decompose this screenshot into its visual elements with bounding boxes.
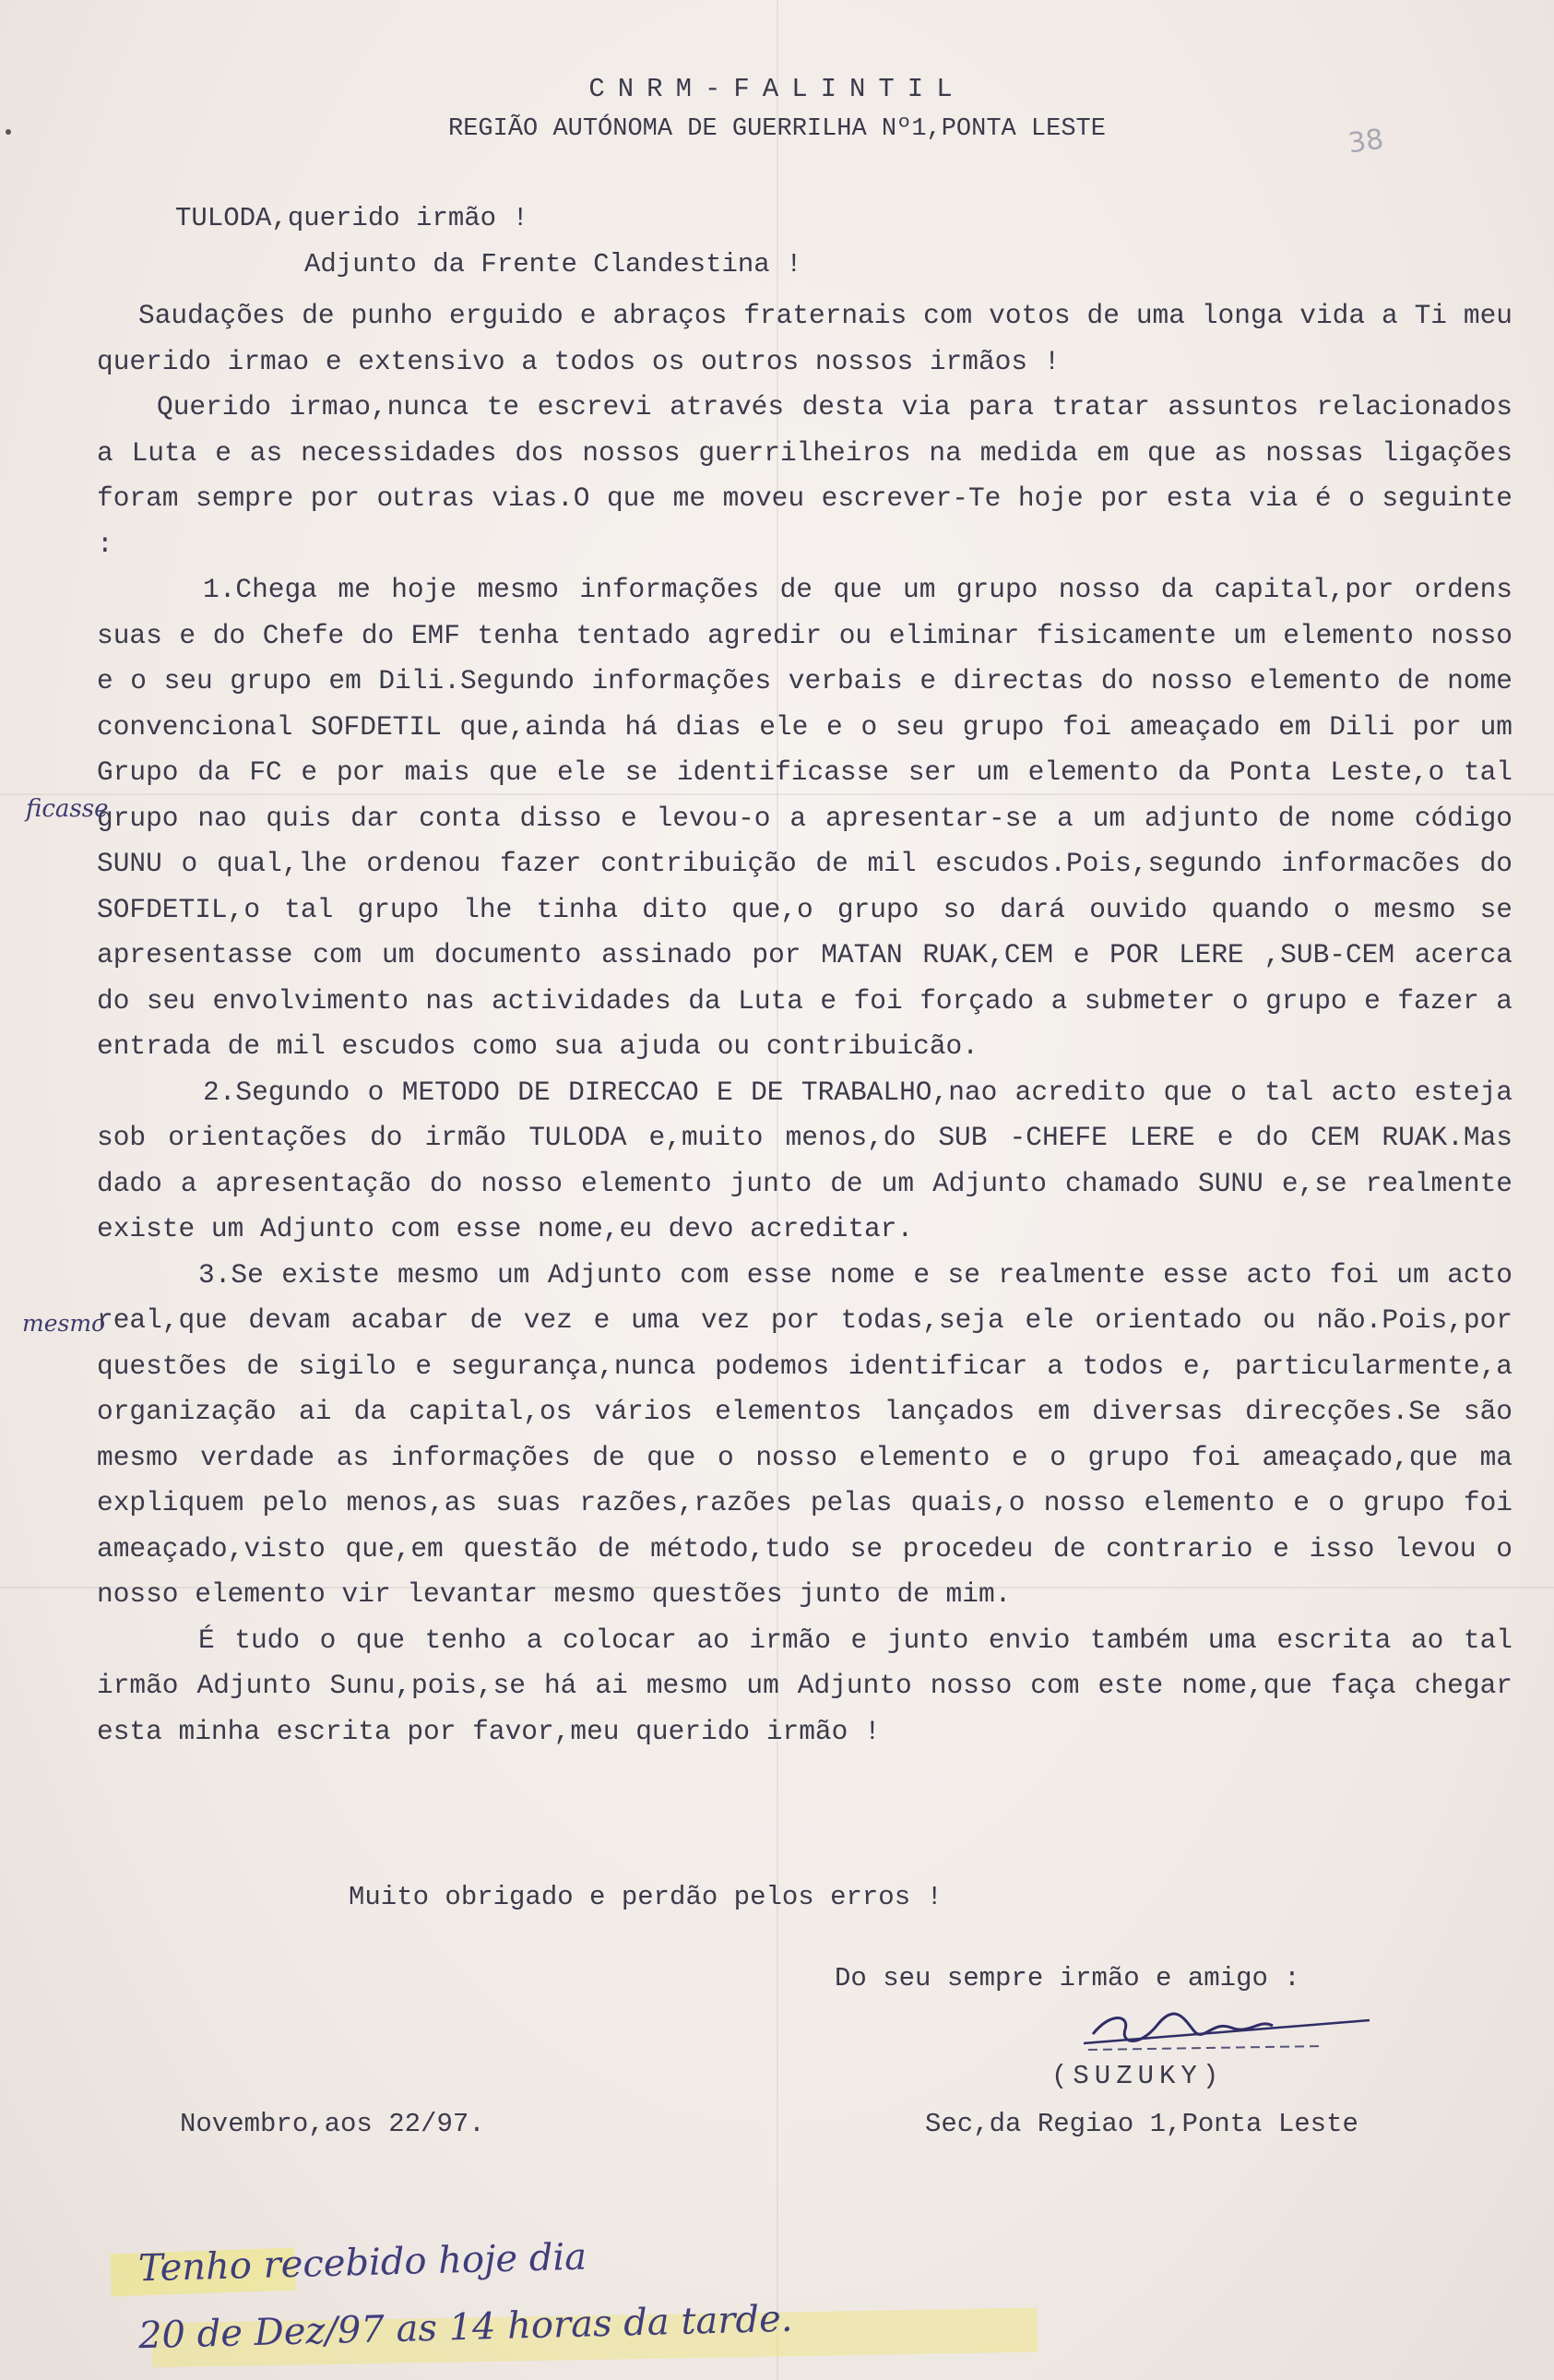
letter-body: [97, 293, 1512, 1755]
letter-date: Novembro,aos 22/97.: [180, 2109, 485, 2139]
handwritten-receipt-line-1: Tenho recebido hoje dia: [137, 2235, 587, 2291]
margin-correction-mesmo: mesmo: [22, 1310, 106, 1337]
sender-title: Sec,da Regiao 1,Ponta Leste: [925, 2109, 1358, 2139]
region-name: REGIÃO AUTÓNOMA DE GUERRILHA Nº1,PONTA LESTE: [448, 115, 1106, 143]
organization-name: CNRM-FALINTIL: [588, 74, 966, 104]
paragraph-conclusion: É tudo o que tenho a colocar ao irmão e junto envio também uma escrita ao tal irmão Adjunto Sunu,pois,se há ai mesmo um Adjunto nosso com este nome,que faça chegar esta minha escrita por favor,meu querido irmão !: [97, 1624, 1512, 1747]
paragraph-intro: Querido irmao,nunca te escrevi através desta via para tratar assuntos relacionados a Luta e as necessidades dos nossos guerrilheiros na medida em que as nossas ligações foram sempre por outras vias.O que me moveu escrever-Te hoje por esta via é o seguinte :: [97, 391, 1512, 560]
signature-mark: [1074, 1993, 1379, 2066]
salutation-recipient: TULODA,querido irmão !: [175, 203, 528, 233]
page-number: 38: [1346, 123, 1386, 161]
margin-correction-ficasse: ficasse: [26, 795, 109, 823]
paragraph-point-2: 2.Segundo o METODO DE DIRECCAO E DE TRABALHO,nao acredito que o tal acto esteja sob orientações do irmão TULODA e,muito menos,do SUB -CHEFE LERE e do CEM RUAK.Mas dado a apresentação do nosso elemento junto de um Adjunto chamado SUNU e,se realmente existe um Adjunto com esse nome,eu devo acreditar.: [97, 1076, 1512, 1244]
signature-name: (SUZUKY): [1051, 2061, 1225, 2091]
letter-header: [0, 74, 1554, 143]
paragraph-greeting: Saudações de punho erguido e abraços fraternais com votos de uma longa vida a Ti meu querido irmao e extensivo a todos os outros nossos irmãos !: [97, 300, 1512, 377]
paragraph-point-1: 1.Chega me hoje mesmo informações de que um grupo nosso da capital,por ordens suas e do Chefe do EMF tenha tentado agredir ou eliminar fisicamente um elemento nosso e o seu grupo em Dili.Segundo informações verbais e directas do nosso elemento de nome convencional SOFDETIL que,ainda há dias ele e o seu grupo foi ameaçado em Dili por um Grupo da FC e por mais que ele se identificasse ser um elemento da Ponta Leste,o tal grupo nao quis dar conta disso e levou-o a apresentar-se a um adjunto de nome código SUNU o qual,lhe ordenou fazer contribuição de mil escudos.Pois,segundo informacões do SOFDETIL,o tal grupo lhe tinha dito que,o grupo so dará ouvido quando o mesmo se apresentasse com um documento assinado por MATAN RUAK,CEM e POR LERE ,SUB-CEM acerca do seu envolvimento nas actividades da Luta e foi forçado a submeter o grupo e fazer a entrada de mil escudos como sua ajuda ou contribuicão.: [97, 574, 1512, 1062]
paragraph-point-3: 3.Se existe mesmo um Adjunto com esse nome e se realmente esse acto foi um acto real,que devam acabar de vez e uma vez por todas,seja ele orientado ou não.Pois,por questões de sigilo e segurança,nunca podemos identificar a todos e, particularmente,a organização ai da capital,os vários elementos lançados em diversas direcções.Se são mesmo verdade as informações de que o nosso elemento e o grupo foi ameaçado,que ma expliquem pelo menos,as suas razões,razões pelas quais,o nosso elemento e o grupo foi ameaçado,visto que,em questão de método,tudo se procedeu de contrario e isso levou o nosso elemento vir levantar mesmo questões junto de mim.: [97, 1258, 1512, 1610]
closing-line: Do seu sempre irmão e amigo :: [835, 1963, 1300, 1993]
thanks-line: Muito obrigado e perdão pelos erros !: [349, 1882, 943, 1912]
handwritten-receipt-line-2: 20 de Dez/97 as 14 horas da tarde.: [137, 2297, 793, 2358]
salutation-role: Adjunto da Frente Clandestina !: [304, 249, 802, 280]
